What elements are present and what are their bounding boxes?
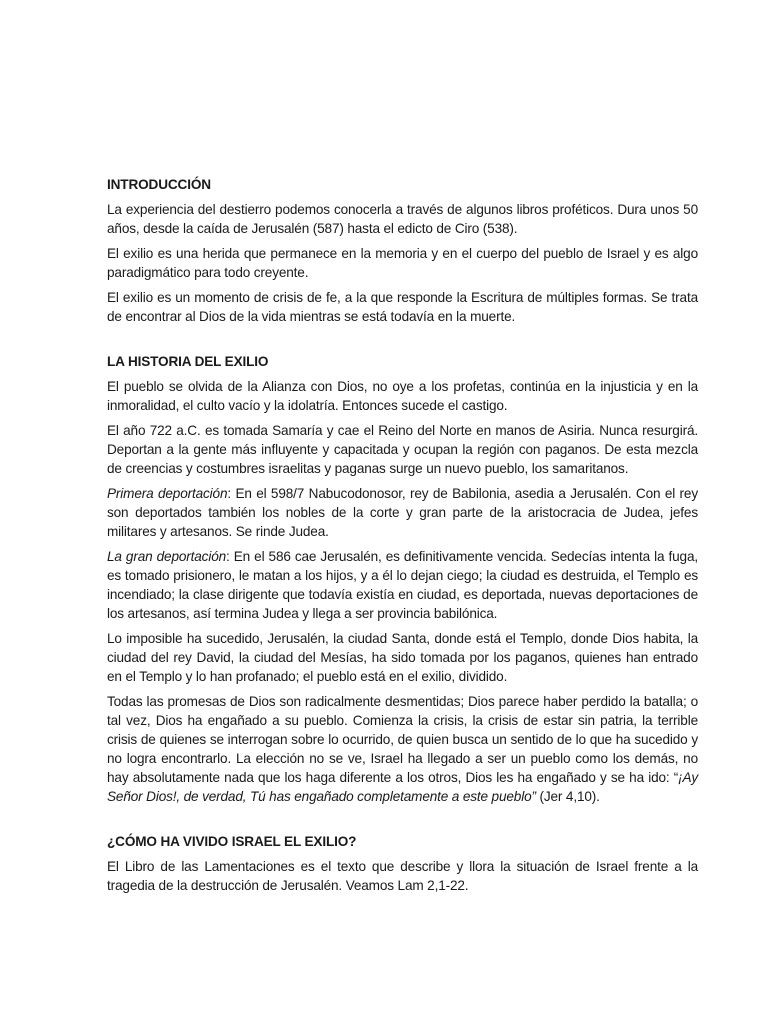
section-como-ha-vivido (107, 832, 698, 895)
paragraph: El año 722 a.C. es tomada Samaría y cae el Reino del Norte en manos de Asiria. Nunca resurgirá. Deportan a la gente más influyente y capacitada y ocupan la región con paganos. De esta mezcla de creencias y costumbres israelitas y paganas surge un nuevo pueblo, los samaritanos. (107, 423, 698, 476)
paragraph-text: : En el 598/7 Nabucodonosor, rey de Babilonia, asedia a Jerusalén. Con el rey son deportados también los nobles de la corte y gran parte de la aristocracia de Judea, jefes militares y artesanos. Se rinde Judea. (107, 486, 698, 539)
paragraph: La experiencia del destierro podemos conocerla a través de algunos libros proféticos. Dura unos 50 años, desde la caída de Jerusalén (587) hasta el edicto de Ciro (538). (107, 202, 698, 236)
paragraph: El exilio es un momento de crisis de fe, a la que responde la Escritura de múltiples formas. Se trata de encontrar al Dios de la vida mientras se está todavía en la muerte. (107, 290, 698, 324)
paragraph (107, 484, 698, 541)
section-introduccion (107, 175, 698, 326)
paragraph: El pueblo se olvida de la Alianza con Dios, no oye a los profetas, continúa en la injusticia y en la inmoralidad, el culto vacío y la idolatría. Entonces sucede el castigo. (107, 379, 698, 413)
italic-lead: La gran deportación (107, 549, 227, 564)
paragraph-text: Todas las promesas de Dios son radicalmente desmentidas; Dios parece haber perdido la batalla; o tal vez, Dios ha engañado a su pueblo. Comienza la crisis, la crisis de estar sin patria, la terrible crisis de quienes se interrogan sobre lo ocurrido, de quien busca un sentido de lo que ha sucedido y no logra encontrarlo. La elección no se ve, Israel ha llegado a ser un pueblo como los demás, no hay absolutamente nada que los haga diferente a los otros, Dios les ha engañado y se ha ido: “ (107, 694, 698, 785)
paragraph (107, 547, 698, 623)
paragraph: Lo imposible ha sucedido, Jerusalén, la ciudad Santa, donde está el Templo, donde Dios habita, la ciudad del rey David, la ciudad del Mesías, ha sido tomada por los paganos, quienes han entrado en el Templo y lo han profanado; el pueblo está en el exilio, dividido. (107, 631, 698, 684)
section-historia-del-exilio (107, 352, 698, 806)
section-heading: LA HISTORIA DEL EXILIO (107, 354, 269, 369)
section-heading: ¿CÓMO HA VIVIDO ISRAEL EL EXILIO? (107, 834, 357, 849)
italic-lead: Primera deportación (107, 486, 228, 501)
paragraph: El exilio es una herida que permanece en la memoria y en el cuerpo del pueblo de Israel y es algo paradigmático para todo creyente. (107, 246, 698, 280)
document-page (107, 175, 698, 901)
citation: (Jer 4,10). (535, 789, 600, 804)
section-heading: INTRODUCCIÓN (107, 177, 211, 192)
paragraph-text: : En el 586 cae Jerusalén, es definitivamente vencida. Sedecías intenta la fuga, es tomado prisionero, le matan a los hijos, y a él lo dejan ciego; la ciudad es destruida, el Templo es incendiado; la clase dirigente que todavía existía en ciudad, es deportada, nuevas deportaciones de los artesanos, así termina Judea y llega a ser provincia babilónica. (107, 549, 698, 621)
italic-quote: ¡Ay Señor Dios!, de verdad, Tú has engañado completamente a este pueblo” (107, 770, 698, 804)
paragraph: El Libro de las Lamentaciones es el texto que describe y llora la situación de Israel frente a la tragedia de la destrucción de Jerusalén. Veamos Lam 2,1-22. (107, 859, 698, 893)
paragraph (107, 692, 698, 806)
